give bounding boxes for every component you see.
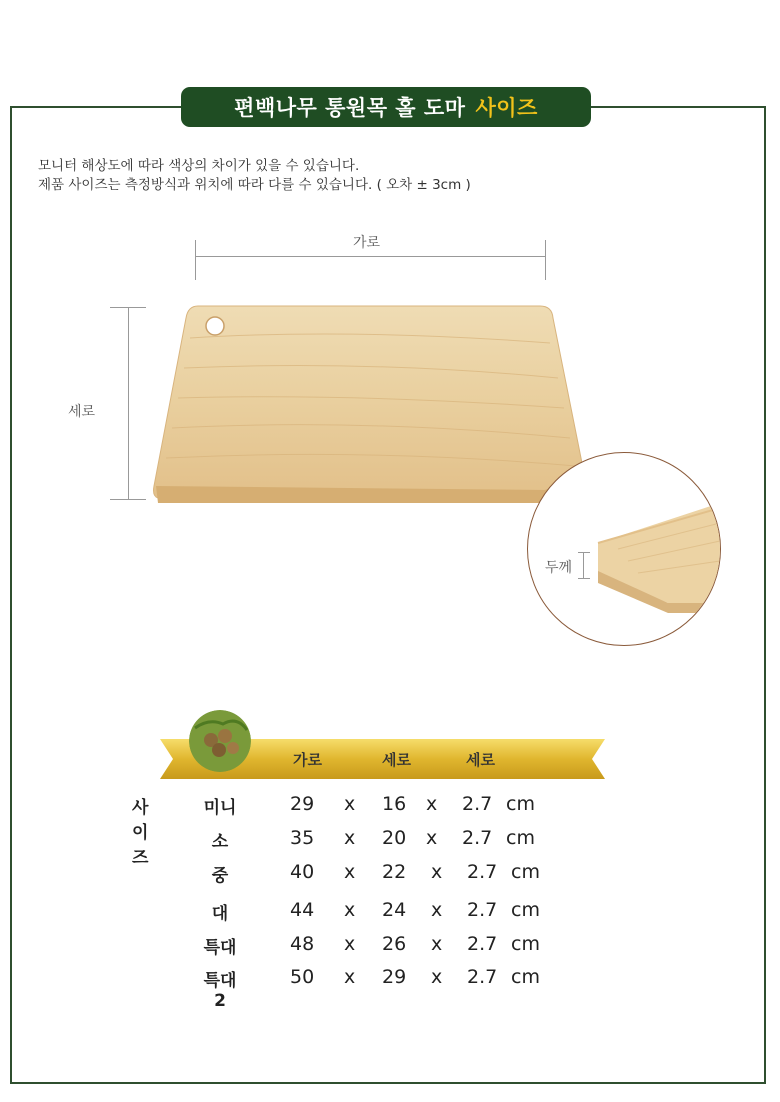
title-accent: 사이즈	[475, 96, 538, 120]
times-separator: x	[344, 827, 356, 849]
size-name: 중	[211, 866, 229, 886]
times-separator: x	[426, 827, 438, 849]
cypress-seed-icon	[189, 710, 251, 772]
size-thickness: 2.7	[462, 793, 493, 815]
size-name: 미니	[203, 798, 237, 818]
size-thickness: 2.7	[467, 933, 498, 955]
unit-label: cm	[511, 933, 540, 955]
size-name: 소	[211, 832, 229, 852]
times-separator: x	[344, 933, 356, 955]
size-height: 20	[382, 827, 407, 849]
times-separator: x	[431, 933, 443, 955]
size-width: 50	[290, 966, 315, 988]
times-separator: x	[431, 899, 443, 921]
thickness-tick-top	[578, 552, 590, 553]
unit-label: cm	[511, 899, 540, 921]
size-name: 특대	[203, 938, 237, 958]
page-title	[181, 87, 591, 127]
size-height: 29	[382, 966, 407, 988]
size-width: 48	[290, 933, 315, 955]
unit-label: cm	[511, 861, 540, 883]
size-width: 29	[290, 793, 315, 815]
width-dimension-line	[195, 256, 545, 257]
size-thickness: 2.7	[462, 827, 493, 849]
size-height: 16	[382, 793, 407, 815]
header-thickness: 세로	[466, 751, 495, 769]
size-width: 40	[290, 861, 315, 883]
width-label: 가로	[353, 235, 381, 251]
times-separator: x	[344, 861, 356, 883]
times-separator: x	[344, 793, 356, 815]
thickness-tick-bottom	[578, 578, 590, 579]
times-separator: x	[344, 899, 356, 921]
size-height: 22	[382, 861, 407, 883]
size-height: 26	[382, 933, 407, 955]
size-height: 24	[382, 899, 407, 921]
times-separator: x	[431, 966, 443, 988]
width-tick-right	[545, 240, 546, 280]
thickness-line	[583, 552, 584, 578]
notice-line: 제품 사이즈는 측정방식과 위치에 따라 다를 수 있습니다. ( 오차 ± 3cm )	[38, 177, 471, 193]
times-separator: x	[431, 861, 443, 883]
size-name: 특대2	[203, 971, 237, 1011]
times-separator: x	[344, 966, 356, 988]
height-tick-top	[110, 307, 146, 308]
height-dimension-line	[128, 307, 129, 500]
width-tick-left	[195, 240, 196, 280]
size-thickness: 2.7	[467, 861, 498, 883]
header-height: 세로	[382, 751, 411, 769]
title-text: 편백나무 통원목 홀 도마	[234, 96, 466, 120]
cutting-board-image	[150, 298, 590, 513]
notice-text	[38, 157, 471, 195]
unit-label: cm	[511, 966, 540, 988]
thickness-zoom-circle	[527, 452, 721, 646]
header-width: 가로	[293, 751, 322, 769]
size-thickness: 2.7	[467, 966, 498, 988]
unit-label: cm	[506, 827, 535, 849]
thickness-label: 두께	[545, 560, 573, 576]
times-separator: x	[426, 793, 438, 815]
unit-label: cm	[506, 793, 535, 815]
size-thickness: 2.7	[467, 899, 498, 921]
size-name: 대	[211, 904, 229, 924]
size-width: 35	[290, 827, 315, 849]
row-prefix: 사이즈	[132, 798, 149, 868]
height-tick-bottom	[110, 499, 146, 500]
height-label: 세로	[68, 404, 96, 420]
size-width: 44	[290, 899, 315, 921]
notice-line: 모니터 해상도에 따라 색상의 차이가 있을 수 있습니다.	[38, 158, 360, 174]
